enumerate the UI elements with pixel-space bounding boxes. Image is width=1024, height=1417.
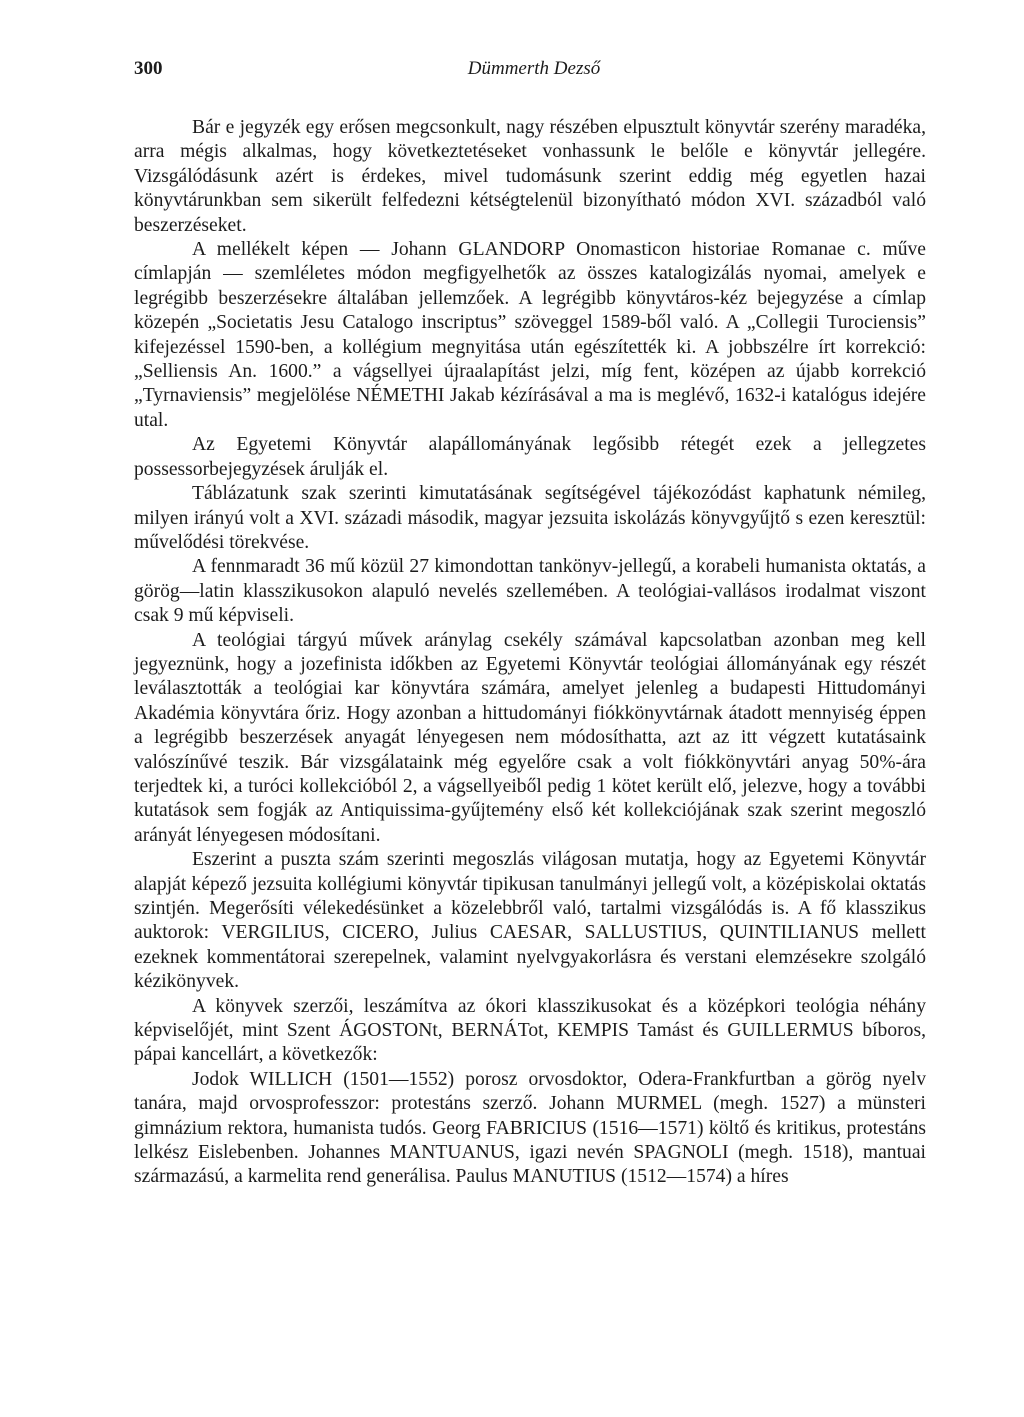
paragraph-7: Eszerint a puszta szám szerinti megoszlás világosan mutatja, hogy az Egyetemi Könyvtár alapját képező jezsuita kollégiumi könyvtár tipikusan tanulmányi jellegű volt, a középiskolai oktatás szintjén. Megerősíti vélekedésünket a közelebbről való, tartalmi vizsgálódás is. A fő klasszikus auktorok: VERGILIUS, CICERO, Julius CAESAR, SALLUSTIUS, QUINTILIANUS mellett ezeknek kommentátorai szerepelnek, valamint nyelvgyakorlásra és verstani elemzésekre szolgáló kézikönyvek. — [134, 849, 926, 993]
paragraph-1: Bár e jegyzék egy erősen megcsonkult, nagy részében elpusztult könyvtár szerény maradéka, arra mégis alkalmas, hogy következtetéseket vonhassunk le belőle e könyvtár jellegére. Vizsgálódásunk azért is érdekes, mivel tudomásunk szerint eddig még egyetlen hazai könyvtárunkban sem sikerült felfedezni kétségtelenül bizonyítható módon XVI. századból való beszerzéseket. — [134, 117, 926, 236]
page-header — [134, 58, 934, 88]
paragraph-6: A teológiai tárgyú művek aránylag csekély számával kapcsolatban azonban meg kell jegyeznünk, hogy a jozefinista időkben az Egyetemi Könyvtár teológiai állományának egy részét leválasztották a teológiai kar könyvtára számára, amelyet jelenleg a budapesti Hittudományi Akadémia könyvtára őriz. Hogy azonban a hittudományi fiókkönyvtárnak átadott mennyiség éppen a legrégibb beszerzések anyagát lényegesen nem módosíthatta, azt az itt végzett kutatásaink valószínűvé teszik. Bár vizsgálataink még egyelőre csak a volt fiókkönyvtári anyag 50%-ára terjedtek ki, a turóci kollekcióból 2, a vágsellyeiből pedig 1 kötet került elő, jelezve, hogy a további kutatások sem fogják az Antiquissima-gyűjtemény első két kollekciójának szak szerint megoszló arányát lényegesen módosítani. — [134, 629, 926, 846]
page-number: 300 — [134, 58, 163, 79]
paragraph-2: A mellékelt képen — Johann GLANDORP Onomasticon historiae Romanae c. műve címlapján — szemléletes módon megfigyelhetők az összes katalogizálás nyomai, amelyek e legrégibb beszerzésekre általában jellemzőek. A legrégibb könyvtáros-kéz bejegyzése a címlap közepén „Societatis Jesu Catalogo inscriptus” szöveggel 1589-ből való. A „Collegii Turociensis” kifejezéssel 1590-ben, a kollégium megnyitása után egészítették ki. A jobbszélre írt korrekció: „Selliensis An. 1600.” a vágsellyei újraalapítást jelzi, míg fent, középen az újabb korrekció „Tyrnaviensis” megjelölése NÉMETHI Jakab kézírásával a ma is meglévő, 1632-i katalógus idejére utal. — [134, 239, 926, 431]
paragraph-4: Táblázatunk szak szerinti kimutatásának segítségével tájékozódást kaphatunk némileg, milyen irányú volt a XVI. századi második, magyar jezsuita iskolázás könyvgyűjtő s ezen keresztül: művelődési törekvése. — [134, 483, 926, 553]
paragraph-3: Az Egyetemi Könyvtár alapállományának legősibb rétegét ezek a jellegzetes possessorbejegyzések árulják el. — [134, 434, 926, 480]
paragraph-5: A fennmaradt 36 mű közül 27 kimondottan tankönyv-jellegű, a korabeli humanista oktatás, a görög—latin klasszikusokon alapuló nevelés szellemében. A teológiai-vallásos irodalmat viszont csak 9 mű képviseli. — [134, 556, 926, 627]
body-text — [134, 116, 926, 1190]
paragraph-9: Jodok WILLICH (1501—1552) porosz orvosdoktor, Odera-Frankfurtban a görög nyelv tanára, majd orvosprofesszor: protestáns szerző. Johann MURMEL (megh. 1527) a münsteri gimnázium rektora, humanista tudós. Georg FABRICIUS (1516—1571) költő és kritikus, protestáns lelkész Eislebenben. Johannes MANTUANUS, igazi nevén SPAGNOLI (megh. 1518), mantuai származású, a karmelita rend generálisa. Paulus MANUTIUS (1512—1574) a híres — [134, 1068, 926, 1188]
paragraph-8: A könyvek szerzői, leszámítva az ókori klasszikusokat és a középkori teológia néhány képviselőjét, mint Szent ÁGOSTONt, BERNÁTot, KEMPIS Tamást és GUILLERMUS bíboros, pápai kancellárt, a következők: — [134, 995, 926, 1066]
running-head: Dümmerth Dezső — [467, 58, 601, 79]
